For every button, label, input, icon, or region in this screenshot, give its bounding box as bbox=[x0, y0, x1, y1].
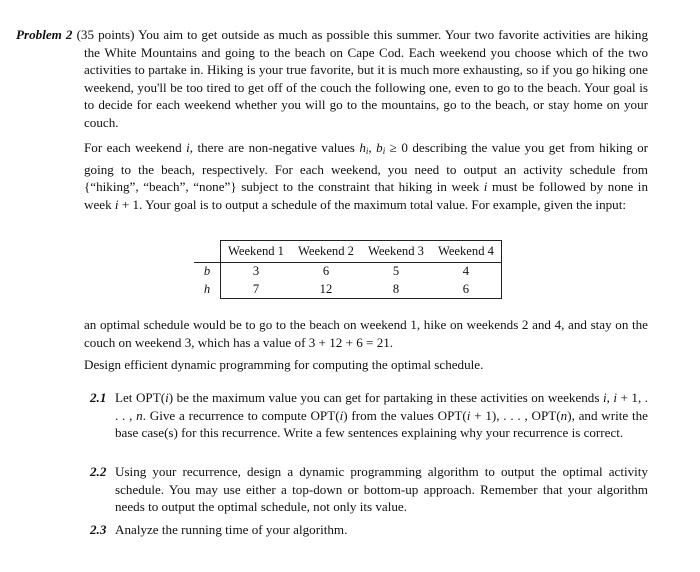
table-header-cell: Weekend 3 bbox=[361, 241, 431, 263]
table-header-cell: Weekend 2 bbox=[291, 241, 361, 263]
item-number: 2.2 bbox=[90, 464, 107, 479]
item-number: 2.3 bbox=[90, 522, 107, 537]
table-cell: 6 bbox=[431, 281, 501, 299]
table-row bbox=[194, 281, 501, 299]
task-statement: Design efficient dynamic programming for computing the optimal schedule. bbox=[84, 357, 484, 372]
problem-label: Problem 2 bbox=[16, 27, 73, 42]
item-number: 2.1 bbox=[90, 390, 107, 405]
table-header-cell: Weekend 1 bbox=[221, 241, 291, 263]
table-row-label: h bbox=[194, 281, 221, 299]
table-row bbox=[194, 263, 501, 281]
subproblem-2-1: 2.1 Let OPT(i) be the maximum value you can get for partaking in these activities on weekends i, i + 1, . . . , n. Give a recurrence to compute OPT(i) from the values OPT(i + 1), . . . , OPT(n), and write the base case(s) for this recurrence. Write a few sentences explaining why your recurrence is correct. bbox=[90, 390, 648, 441]
intro-text: You aim to get outside as much as possible this summer. Your two favorite activities are hiking the White Mountains and going to the beach on Cape Cod. Each weekend you choose which of the two activities to partake in. Hiking is your true favorite, but it is much more exhausting, so if you go hiking one weekend, you'll be too tired to get off of the couch the following one, even to go to the beach. Your goal is to decide for each weekend whether you will go to the mountains, go to the beach, or stay home on your couch. bbox=[84, 27, 648, 130]
subproblem-2-3: 2.3 Analyze the running time of your algorithm. bbox=[90, 522, 348, 537]
table-cell: 12 bbox=[291, 281, 361, 299]
table-cell: 6 bbox=[322, 264, 330, 278]
table-row-label: b bbox=[194, 263, 221, 281]
table-cell: 8 bbox=[361, 281, 431, 299]
value-expression: 3 + 12 + 6 = 21. bbox=[308, 334, 394, 350]
table-header-row bbox=[194, 241, 501, 263]
subproblem-2-2: 2.2 Using your recurrence, design a dynamic programming algorithm to output the optimal activity schedule. You may use either a top-down or bottom-up approach. Remember that your algorithm needs to output the optimal schedule, not only its value. bbox=[90, 464, 648, 515]
problem-intro bbox=[16, 26, 648, 132]
example-explanation: an optimal schedule would be to go to the beach on weekend 1, hike on weekends 2 and 4, and stay on the couch on weekend 3, which has a value of 3 + 12 + 6 = 21. bbox=[84, 317, 648, 350]
table-cell: 3 bbox=[252, 264, 260, 278]
table-cell: 7 bbox=[221, 281, 291, 299]
problem-points: (35 points) bbox=[76, 27, 135, 42]
table-cell: 4 bbox=[431, 263, 501, 281]
example-table bbox=[194, 240, 502, 299]
table-header-cell: Weekend 4 bbox=[431, 241, 501, 263]
table-cell: 5 bbox=[392, 264, 400, 278]
problem-definition: For each weekend i, there are non-negative values $h_i$, $b_i \ge 0$ describing the value you get from hiking or going to the beach, respectively. For each weekend, you need to output an activity schedule from {“hiking”, “beach”, “none”} subject to the constraint that hiking in week i must be followed by none in week i + 1. Your goal is to output a schedule of the maximum total value. For example, given the input: bbox=[84, 140, 648, 212]
value-variables: $h_i$, $b_i \ge 0$ bbox=[359, 140, 408, 156]
